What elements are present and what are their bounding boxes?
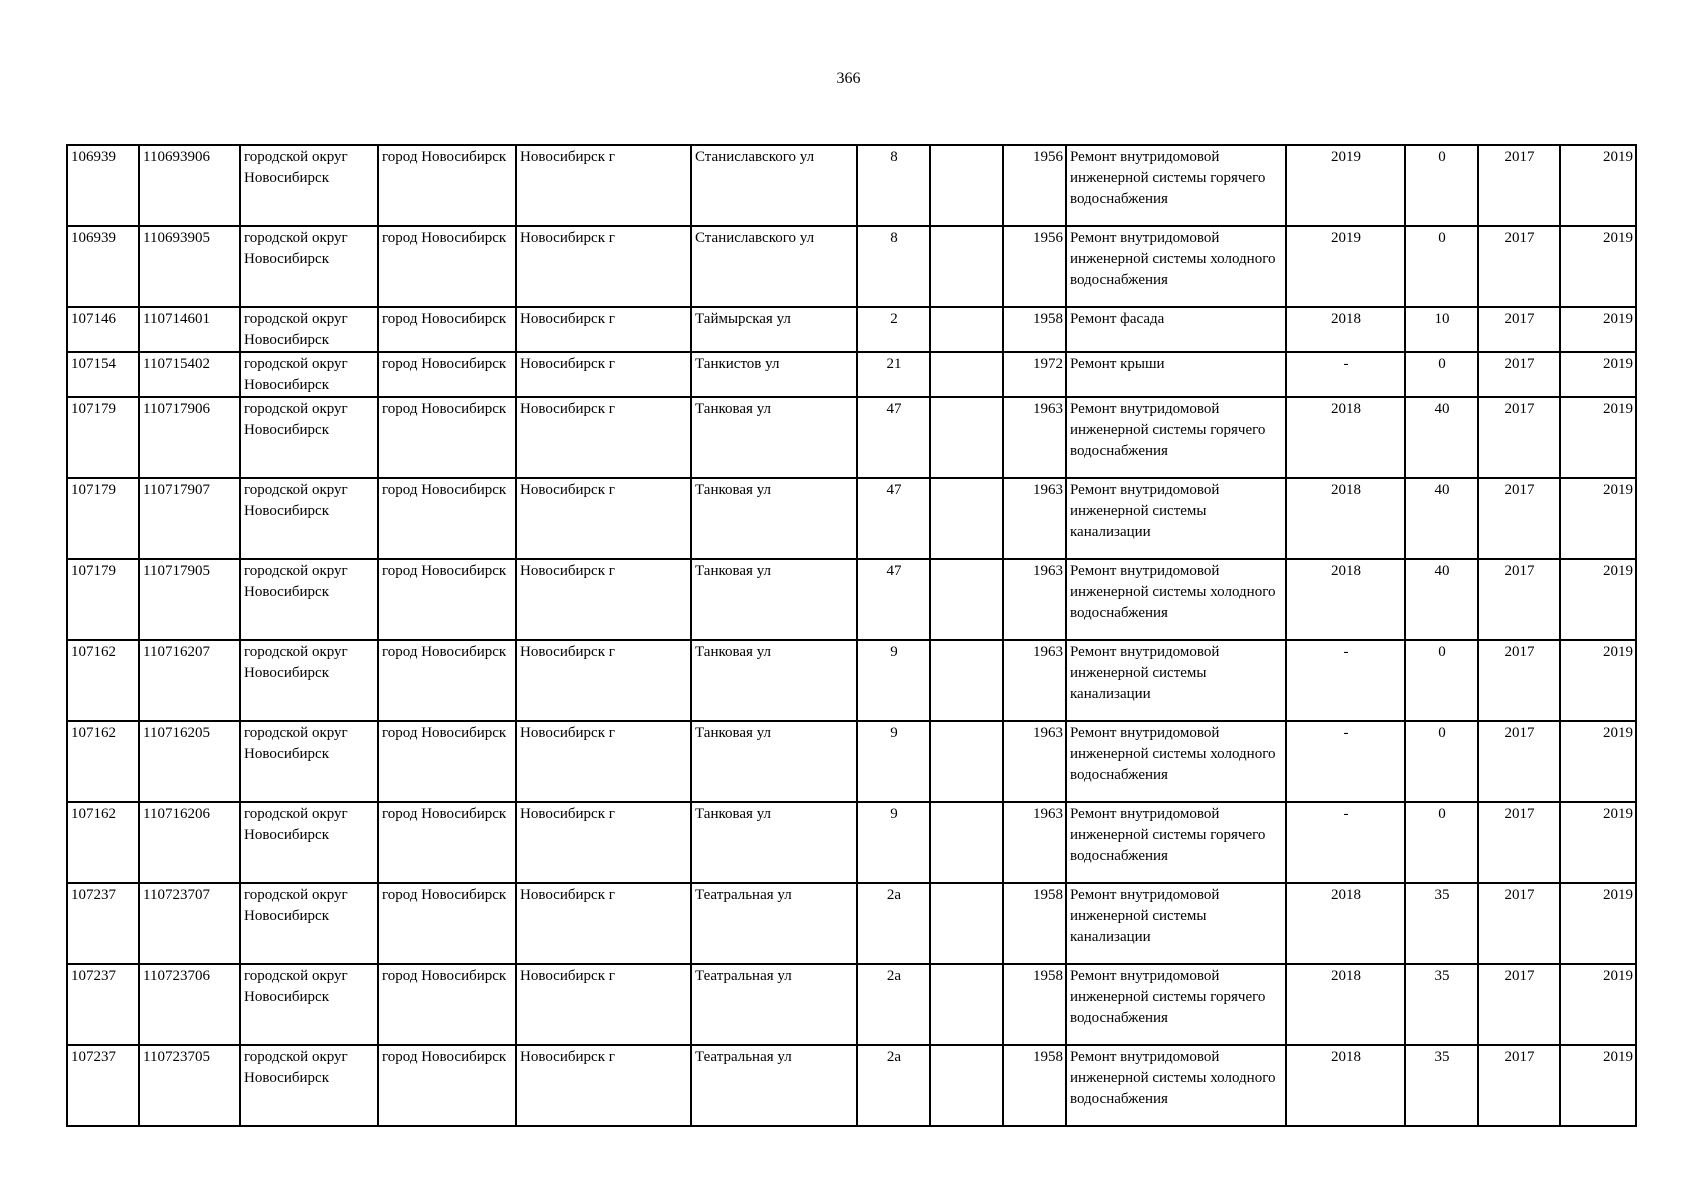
cell-work-type: Ремонт внутридомовой инженерной системы канализации <box>1066 478 1286 559</box>
cell-work-type: Ремонт внутридомовой инженерной системы холодного водоснабжения <box>1066 226 1286 307</box>
cell-work-code: 110693906 <box>139 145 240 226</box>
cell-object-id: 107162 <box>67 721 139 802</box>
cell-work-type: Ремонт внутридомовой инженерной системы холодного водоснабжения <box>1066 721 1286 802</box>
cell-plan-year: 2018 <box>1286 478 1405 559</box>
cell-house-number: 47 <box>857 478 930 559</box>
cell-year-built: 1972 <box>1003 352 1066 397</box>
cell-plan-year: 2018 <box>1286 397 1405 478</box>
cell-work-code: 110693905 <box>139 226 240 307</box>
cell-period-start: 2017 <box>1478 478 1560 559</box>
cell-house-number: 2а <box>857 883 930 964</box>
cell-plan-year: 2018 <box>1286 883 1405 964</box>
cell-period-end: 2019 <box>1560 559 1636 640</box>
cell-period-end: 2019 <box>1560 478 1636 559</box>
cell-work-code: 110723707 <box>139 883 240 964</box>
cell-object-id: 106939 <box>67 226 139 307</box>
cell-period-end: 2019 <box>1560 640 1636 721</box>
table-row <box>67 352 1636 397</box>
cell-year-built: 1963 <box>1003 721 1066 802</box>
cell-settlement: город Новосибирск <box>378 397 516 478</box>
cell-year-built: 1958 <box>1003 307 1066 352</box>
cell-wear: 0 <box>1405 802 1478 883</box>
cell-house-number: 47 <box>857 397 930 478</box>
cell-object-id: 107237 <box>67 883 139 964</box>
cell-object-id: 107146 <box>67 307 139 352</box>
cell-period-end: 2019 <box>1560 352 1636 397</box>
cell-settlement: город Новосибирск <box>378 964 516 1045</box>
cell-work-code: 110716205 <box>139 721 240 802</box>
cell-work-type: Ремонт внутридомовой инженерной системы канализации <box>1066 883 1286 964</box>
cell-wear: 0 <box>1405 640 1478 721</box>
cell-street: Театральная ул <box>691 964 857 1045</box>
cell-object-id: 107179 <box>67 397 139 478</box>
cell-work-type: Ремонт крыши <box>1066 352 1286 397</box>
cell-settlement: город Новосибирск <box>378 352 516 397</box>
cell-object-id: 107154 <box>67 352 139 397</box>
cell-period-end: 2019 <box>1560 964 1636 1045</box>
cell-object-id: 107162 <box>67 640 139 721</box>
cell-year-built: 1956 <box>1003 226 1066 307</box>
cell-period-start: 2017 <box>1478 145 1560 226</box>
table-row <box>67 226 1636 307</box>
cell-house-number: 2а <box>857 964 930 1045</box>
cell-district: городской округ Новосибирск <box>240 352 378 397</box>
cell-building <box>930 883 1003 964</box>
cell-district: городской округ Новосибирск <box>240 226 378 307</box>
cell-city: Новосибирск г <box>516 145 691 226</box>
cell-district: городской округ Новосибирск <box>240 964 378 1045</box>
cell-period-start: 2017 <box>1478 1045 1560 1126</box>
cell-district: городской округ Новосибирск <box>240 145 378 226</box>
cell-object-id: 107162 <box>67 802 139 883</box>
cell-building <box>930 964 1003 1045</box>
table-row <box>67 559 1636 640</box>
cell-district: городской округ Новосибирск <box>240 802 378 883</box>
cell-period-start: 2017 <box>1478 721 1560 802</box>
cell-city: Новосибирск г <box>516 226 691 307</box>
cell-building <box>930 478 1003 559</box>
cell-plan-year: 2018 <box>1286 307 1405 352</box>
cell-wear: 0 <box>1405 145 1478 226</box>
cell-house-number: 8 <box>857 145 930 226</box>
table-row <box>67 964 1636 1045</box>
cell-wear: 35 <box>1405 964 1478 1045</box>
cell-city: Новосибирск г <box>516 352 691 397</box>
cell-street: Театральная ул <box>691 1045 857 1126</box>
cell-street: Таймырская ул <box>691 307 857 352</box>
cell-object-id: 106939 <box>67 145 139 226</box>
cell-city: Новосибирск г <box>516 307 691 352</box>
cell-settlement: город Новосибирск <box>378 1045 516 1126</box>
cell-city: Новосибирск г <box>516 397 691 478</box>
cell-house-number: 21 <box>857 352 930 397</box>
cell-object-id: 107179 <box>67 478 139 559</box>
table-row <box>67 145 1636 226</box>
cell-city: Новосибирск г <box>516 883 691 964</box>
cell-building <box>930 1045 1003 1126</box>
table-row <box>67 883 1636 964</box>
cell-wear: 0 <box>1405 721 1478 802</box>
table-row <box>67 478 1636 559</box>
cell-work-type: Ремонт фасада <box>1066 307 1286 352</box>
cell-year-built: 1958 <box>1003 964 1066 1045</box>
cell-settlement: город Новосибирск <box>378 883 516 964</box>
cell-wear: 35 <box>1405 883 1478 964</box>
cell-wear: 40 <box>1405 397 1478 478</box>
cell-object-id: 107179 <box>67 559 139 640</box>
cell-house-number: 2 <box>857 307 930 352</box>
cell-building <box>930 145 1003 226</box>
cell-period-start: 2017 <box>1478 307 1560 352</box>
cell-plan-year: 2018 <box>1286 559 1405 640</box>
cell-work-type: Ремонт внутридомовой инженерной системы горячего водоснабжения <box>1066 964 1286 1045</box>
cell-house-number: 8 <box>857 226 930 307</box>
cell-period-end: 2019 <box>1560 226 1636 307</box>
cell-wear: 40 <box>1405 559 1478 640</box>
cell-work-type: Ремонт внутридомовой инженерной системы холодного водоснабжения <box>1066 1045 1286 1126</box>
cell-work-code: 110716207 <box>139 640 240 721</box>
registry-table <box>66 144 1637 1127</box>
cell-wear: 0 <box>1405 352 1478 397</box>
cell-city: Новосибирск г <box>516 559 691 640</box>
cell-building <box>930 307 1003 352</box>
cell-building <box>930 640 1003 721</box>
cell-settlement: город Новосибирск <box>378 559 516 640</box>
cell-building <box>930 352 1003 397</box>
cell-city: Новосибирск г <box>516 721 691 802</box>
cell-district: городской округ Новосибирск <box>240 721 378 802</box>
cell-period-end: 2019 <box>1560 145 1636 226</box>
table-row <box>67 397 1636 478</box>
cell-period-end: 2019 <box>1560 307 1636 352</box>
cell-work-code: 110715402 <box>139 352 240 397</box>
cell-settlement: город Новосибирск <box>378 145 516 226</box>
cell-settlement: город Новосибирск <box>378 721 516 802</box>
cell-settlement: город Новосибирск <box>378 640 516 721</box>
cell-work-code: 110716206 <box>139 802 240 883</box>
cell-work-code: 110717905 <box>139 559 240 640</box>
cell-building <box>930 721 1003 802</box>
table-row <box>67 640 1636 721</box>
cell-wear: 35 <box>1405 1045 1478 1126</box>
cell-object-id: 107237 <box>67 964 139 1045</box>
cell-city: Новосибирск г <box>516 478 691 559</box>
cell-year-built: 1963 <box>1003 478 1066 559</box>
cell-period-start: 2017 <box>1478 802 1560 883</box>
page-number: 366 <box>836 70 861 87</box>
cell-wear: 10 <box>1405 307 1478 352</box>
table-row <box>67 802 1636 883</box>
cell-period-end: 2019 <box>1560 721 1636 802</box>
cell-plan-year: - <box>1286 352 1405 397</box>
cell-year-built: 1963 <box>1003 640 1066 721</box>
cell-street: Танковая ул <box>691 802 857 883</box>
cell-plan-year: - <box>1286 640 1405 721</box>
cell-period-start: 2017 <box>1478 397 1560 478</box>
cell-year-built: 1963 <box>1003 802 1066 883</box>
cell-city: Новосибирск г <box>516 640 691 721</box>
cell-wear: 40 <box>1405 478 1478 559</box>
table-body <box>67 145 1636 1126</box>
cell-street: Театральная ул <box>691 883 857 964</box>
cell-work-type: Ремонт внутридомовой инженерной системы горячего водоснабжения <box>1066 802 1286 883</box>
cell-work-type: Ремонт внутридомовой инженерной системы горячего водоснабжения <box>1066 397 1286 478</box>
cell-city: Новосибирск г <box>516 802 691 883</box>
cell-object-id: 107237 <box>67 1045 139 1126</box>
cell-work-code: 110717906 <box>139 397 240 478</box>
cell-street: Станиславского ул <box>691 145 857 226</box>
cell-city: Новосибирск г <box>516 1045 691 1126</box>
cell-district: городской округ Новосибирск <box>240 559 378 640</box>
cell-house-number: 9 <box>857 802 930 883</box>
table-row <box>67 307 1636 352</box>
cell-period-end: 2019 <box>1560 1045 1636 1126</box>
cell-street: Танковая ул <box>691 397 857 478</box>
cell-house-number: 47 <box>857 559 930 640</box>
cell-period-end: 2019 <box>1560 883 1636 964</box>
cell-period-start: 2017 <box>1478 883 1560 964</box>
cell-settlement: город Новосибирск <box>378 226 516 307</box>
cell-district: городской округ Новосибирск <box>240 478 378 559</box>
cell-plan-year: 2018 <box>1286 964 1405 1045</box>
cell-plan-year: - <box>1286 721 1405 802</box>
cell-street: Танковая ул <box>691 721 857 802</box>
cell-year-built: 1963 <box>1003 397 1066 478</box>
cell-year-built: 1963 <box>1003 559 1066 640</box>
cell-work-code: 110714601 <box>139 307 240 352</box>
cell-period-start: 2017 <box>1478 964 1560 1045</box>
cell-street: Танковая ул <box>691 640 857 721</box>
cell-house-number: 2а <box>857 1045 930 1126</box>
cell-district: городской округ Новосибирск <box>240 640 378 721</box>
cell-street: Танкистов ул <box>691 352 857 397</box>
cell-period-start: 2017 <box>1478 352 1560 397</box>
cell-district: городской округ Новосибирск <box>240 1045 378 1126</box>
cell-district: городской округ Новосибирск <box>240 307 378 352</box>
cell-work-code: 110723706 <box>139 964 240 1045</box>
cell-year-built: 1958 <box>1003 883 1066 964</box>
cell-settlement: город Новосибирск <box>378 307 516 352</box>
cell-house-number: 9 <box>857 721 930 802</box>
cell-period-end: 2019 <box>1560 397 1636 478</box>
cell-street: Станиславского ул <box>691 226 857 307</box>
cell-plan-year: - <box>1286 802 1405 883</box>
cell-year-built: 1956 <box>1003 145 1066 226</box>
cell-street: Танковая ул <box>691 559 857 640</box>
cell-period-end: 2019 <box>1560 802 1636 883</box>
table-row <box>67 1045 1636 1126</box>
cell-wear: 0 <box>1405 226 1478 307</box>
cell-year-built: 1958 <box>1003 1045 1066 1126</box>
cell-building <box>930 226 1003 307</box>
cell-work-code: 110717907 <box>139 478 240 559</box>
cell-district: городской округ Новосибирск <box>240 883 378 964</box>
cell-building <box>930 559 1003 640</box>
table-row <box>67 721 1636 802</box>
cell-plan-year: 2019 <box>1286 226 1405 307</box>
cell-work-type: Ремонт внутридомовой инженерной системы холодного водоснабжения <box>1066 559 1286 640</box>
cell-city: Новосибирск г <box>516 964 691 1045</box>
cell-plan-year: 2019 <box>1286 145 1405 226</box>
cell-work-type: Ремонт внутридомовой инженерной системы канализации <box>1066 640 1286 721</box>
cell-plan-year: 2018 <box>1286 1045 1405 1126</box>
cell-building <box>930 802 1003 883</box>
cell-period-start: 2017 <box>1478 640 1560 721</box>
cell-period-start: 2017 <box>1478 226 1560 307</box>
cell-settlement: город Новосибирск <box>378 802 516 883</box>
cell-district: городской округ Новосибирск <box>240 397 378 478</box>
cell-settlement: город Новосибирск <box>378 478 516 559</box>
cell-work-type: Ремонт внутридомовой инженерной системы горячего водоснабжения <box>1066 145 1286 226</box>
cell-house-number: 9 <box>857 640 930 721</box>
cell-work-code: 110723705 <box>139 1045 240 1126</box>
cell-building <box>930 397 1003 478</box>
cell-period-start: 2017 <box>1478 559 1560 640</box>
cell-street: Танковая ул <box>691 478 857 559</box>
